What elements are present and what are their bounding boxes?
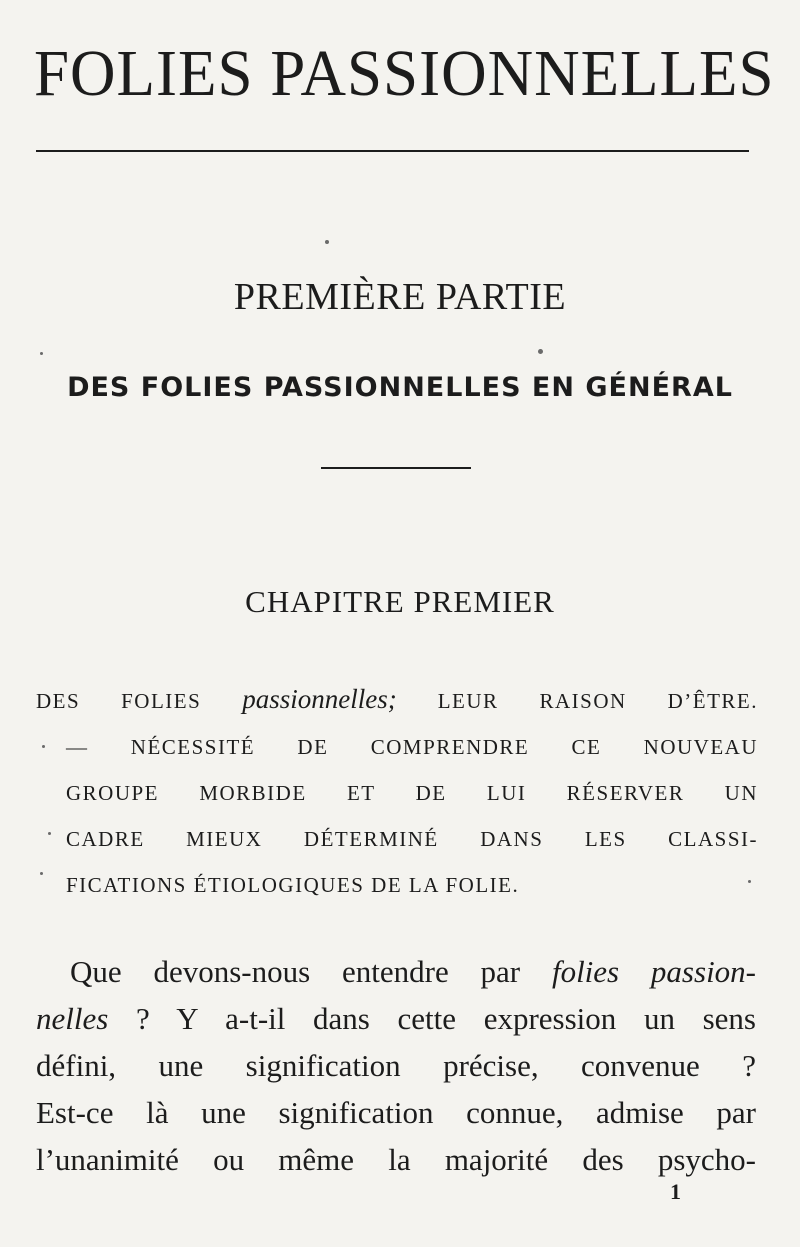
page-number: 1 [670,1179,681,1204]
part-title: PREMIÈRE PARTIE [233,276,567,318]
print-speck [40,352,43,355]
body-emphasis: nelles [36,1001,109,1036]
body-text: Que devons-nous entendre par [70,954,552,989]
summary-line: FICATIONS ÉTIOLOGIQUES DE LA FOLIE. [66,873,520,897]
print-speck [748,880,751,883]
body-line [36,948,756,995]
print-speck [48,832,51,835]
print-speck [40,872,43,875]
summary-emphasis: passionnelles; [242,684,397,714]
body-line: l’unanimité ou même la majorité des psycho- [36,1142,756,1177]
summary-line: CADRE MIEUX DÉTERMINÉ DANS LES CLASSI- [66,827,758,851]
title-rule [36,150,749,152]
chapter-title: CHAPITRE PREMIER [245,584,555,619]
print-speck [538,349,543,354]
print-speck [42,745,45,748]
body-text: ? Y a-t-il dans cette expression un sens [108,1001,756,1036]
summary-text: LEUR RAISON D’ÊTRE. [396,689,758,713]
summary-text: DES FOLIES [36,689,243,713]
body-line: Est-ce là une signification connue, admise par [36,1095,756,1130]
part-subtitle: DES FOLIES PASSIONNELLES EN GÉNÉRAL [67,372,733,403]
body-line [36,995,756,1042]
print-speck [325,240,329,244]
body-emphasis: folies passion- [551,954,757,989]
body-line: défini, une signification précise, convenue ? [36,1048,756,1083]
chapter-summary [36,676,758,908]
running-title: FOLIES PASSIONNELLES [34,36,775,110]
summary-line [36,676,758,724]
section-divider [321,467,471,469]
summary-line: GROUPE MORBIDE ET DE LUI RÉSERVER UN [66,781,758,805]
body-paragraph [36,948,756,1183]
summary-line: — NÉCESSITÉ DE COMPRENDRE CE NOUVEAU [66,735,758,759]
